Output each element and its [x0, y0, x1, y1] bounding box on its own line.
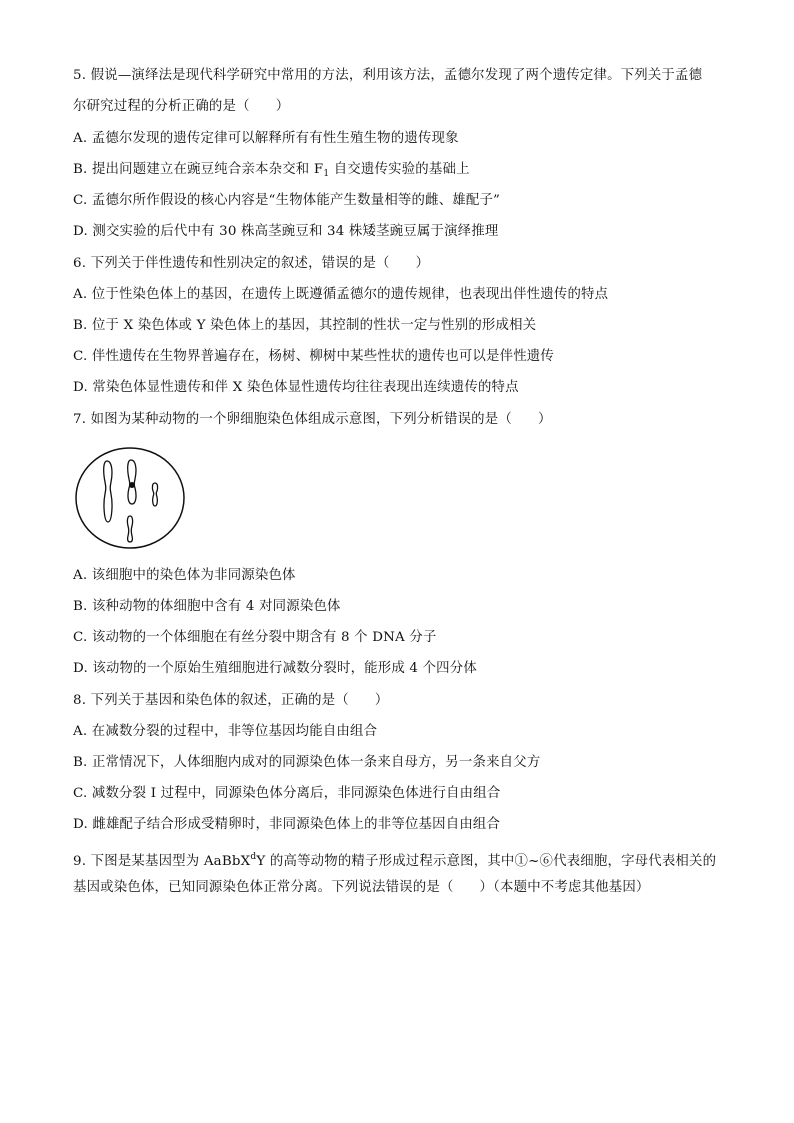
- q7-option-c: C. 该动物的一个体细胞在有丝分裂中期含有 8 个 DNA 分子: [73, 630, 437, 645]
- q5-stem-line2-text: 尔研究过程的分析正确的是（: [73, 99, 250, 114]
- chromosome-long-left: [104, 461, 112, 522]
- chromosome-long-right: [128, 460, 136, 504]
- chromosome-small: [152, 483, 157, 506]
- q8-stem-text: 8. 下列关于基因和染色体的叙述，正确的是（: [73, 693, 349, 708]
- q9-stem-line2-text: 基因或染色体，已知同源染色体正常分离。下列说法错误的是（: [73, 880, 454, 895]
- q6-option-d: D. 常染色体显性遗传和伴 X 染色体显性遗传均往往表现出连续遗传的特点: [73, 380, 519, 395]
- q5-option-a: A. 孟德尔发现的遗传定律可以解释所有有性生殖生物的遗传现象: [73, 131, 459, 146]
- q5-stem-line1: 5. 假说—演绎法是现代科学研究中常用的方法，利用该方法，孟德尔发现了两个遗传定律。下列关于孟德: [73, 68, 703, 83]
- q8-stem: [73, 691, 388, 711]
- q5-option-b-tail: 自交遗传实验的基础上: [329, 162, 470, 177]
- chromosome-medium: [127, 516, 132, 542]
- q9-stem-line2: [73, 878, 650, 898]
- q7-option-d: D. 该动物的一个原始生殖细胞进行减数分裂时，能形成 4 个四分体: [73, 661, 477, 676]
- centromere-dot: [129, 482, 135, 488]
- q8-option-c: C. 减数分裂 I 过程中，同源染色体分离后，非同源染色体进行自由组合: [73, 786, 501, 801]
- egg-cell-diagram: [74, 444, 186, 552]
- q8-stem-close: ）: [374, 693, 389, 708]
- q5-stem-line2: [73, 97, 289, 117]
- q9-stem-line1-text: 9. 下图是某基因型为 AaBbX: [73, 854, 251, 869]
- q7-stem-text: 7. 如图为某种动物的一个卵细胞染色体组成示意图，下列分析错误的是（: [73, 412, 512, 427]
- q9-stem-line1-tail: Y 的高等动物的精子形成过程示意图，其中①~⑥代表细胞，字母代表相关的: [256, 854, 717, 869]
- q6-stem: [73, 254, 429, 274]
- q6-option-a: A. 位于性染色体上的基因，在遗传上既遵循孟德尔的遗传规律，也表现出伴性遗传的特点: [73, 287, 609, 302]
- egg-cell-chromosome-figure: [74, 444, 186, 552]
- q7-option-b: B. 该种动物的体细胞中含有 4 对同源染色体: [73, 599, 341, 614]
- q7-option-a: A. 该细胞中的染色体为非同源染色体: [73, 568, 296, 583]
- q9-genotype-superscript: d: [250, 852, 257, 862]
- q8-option-b: B. 正常情况下，人体细胞内成对的同源染色体一条来自母方，另一条来自父方: [73, 755, 541, 770]
- q5-option-b-text: B. 提出问题建立在豌豆纯合亲本杂交和 F: [73, 162, 324, 177]
- q9-stem-line1: [73, 847, 716, 872]
- q8-option-a: A. 在减数分裂的过程中，非等位基因均能自由组合: [73, 724, 378, 739]
- q6-stem-text: 6. 下列关于伴性遗传和性别决定的叙述，错误的是（: [73, 256, 390, 271]
- q7-stem: [73, 410, 552, 430]
- q6-option-c: C. 伴性遗传在生物界普遍存在，杨树、柳树中某些性状的遗传也可以是伴性遗传: [73, 349, 554, 364]
- q5-option-d: D. 测交实验的后代中有 30 株高茎豌豆和 34 株矮茎豌豆属于演绎推理: [73, 224, 499, 239]
- q8-option-d: D. 雌雄配子结合形成受精卵时，非同源染色体上的非等位基因自由组合: [73, 817, 501, 832]
- q6-option-b: B. 位于 X 染色体或 Y 染色体上的基因，其控制的性状一定与性别的形成相关: [73, 318, 537, 333]
- q5-stem-close: ）: [275, 99, 290, 114]
- q5-option-c: C. 孟德尔所作假设的核心内容是“生物体能产生数量相等的雌、雄配子”: [73, 193, 501, 208]
- q6-stem-close: ）: [415, 256, 430, 271]
- q5-option-b-subscript: 1: [323, 169, 330, 179]
- q5-option-b: [73, 160, 470, 184]
- q9-stem-line2-tail: ）（本题中不考虑其他基因）: [479, 880, 650, 895]
- q7-stem-close: ）: [537, 412, 552, 427]
